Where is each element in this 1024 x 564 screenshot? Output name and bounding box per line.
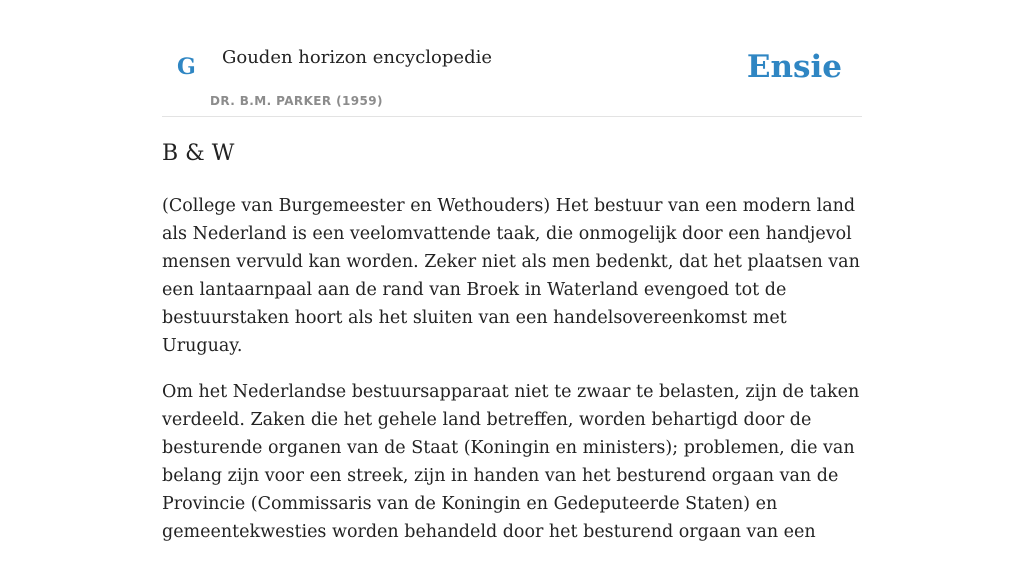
body-paragraph: Om het Nederlandse bestuursapparaat niet te zwaar te belasten, zijn de taken verdeeld. Zaken die het gehele land betreffen, worden behartigd door de besturende organen van de Staat (Koningin en ministers); problemen, die van belang zijn voor een streek, zijn in handen van het besturend orgaan van de Provincie (Commissaris van de Koningin en Gedeputeerde Staten) en gemeentekwesties worden behandeld door het besturend orgaan van een xyxy=(162,382,860,542)
header xyxy=(162,0,862,117)
entry-title: B & W xyxy=(162,141,235,166)
author-line: DR. B.M. PARKER (1959) xyxy=(210,94,383,108)
body-paragraph: (College van Burgemeester en Wethouders) Het bestuur van een modern land als Nederland is een veelomvattende taak, die onmogelijk door een handjevol mensen vervuld kan worden. Zeker niet als men bedenkt, dat het plaatsen van een lantaarnpaal aan de rand van Broek in Waterland evengoed tot de bestuurstaken hoort als het sluiten van een handelsovereenkomst met Uruguay. xyxy=(162,196,860,356)
book-title-link[interactable]: Gouden horizon encyclopedie xyxy=(222,47,492,68)
book-logo[interactable]: G xyxy=(177,54,196,80)
ensie-logo[interactable]: Ensie xyxy=(746,49,842,85)
entry-body xyxy=(162,192,862,564)
